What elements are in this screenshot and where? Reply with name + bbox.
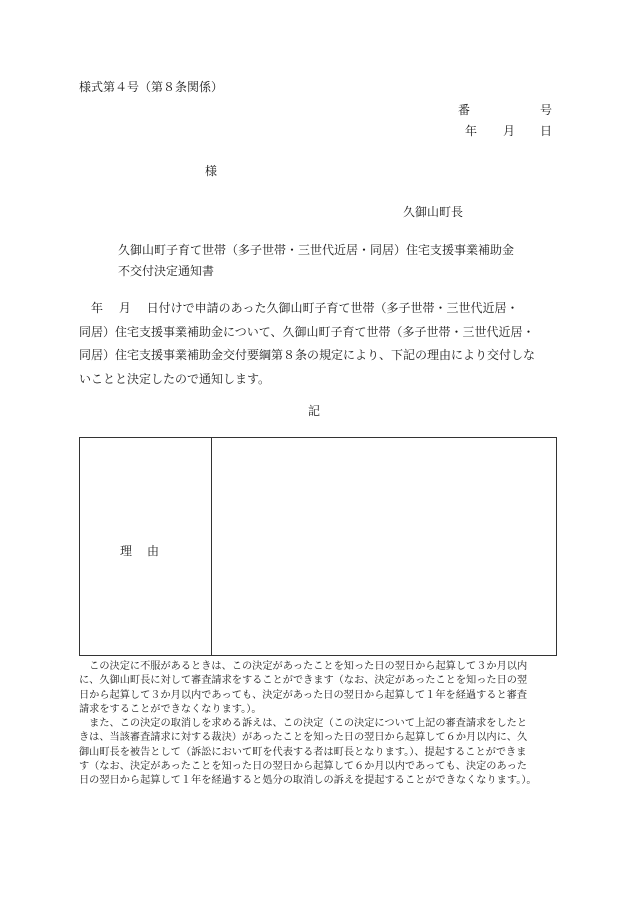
appeal-notice xyxy=(79,660,563,789)
number-label-ban: 番 xyxy=(458,103,471,117)
form-number: 様式第４号（第８条関係） xyxy=(79,80,224,94)
document-title-line-2: 不交付決定通知書 xyxy=(118,264,215,278)
body-line: 同居）住宅支援事業補助金交付要綱第８条の規定により、下記の理由により交付しな xyxy=(79,348,536,362)
date-year: 年 xyxy=(465,124,478,138)
date-day: 日 xyxy=(540,124,553,138)
body-paragraph xyxy=(79,297,557,391)
reason-table xyxy=(79,437,557,656)
reason-content-cell xyxy=(212,438,556,655)
number-label-go: 号 xyxy=(540,103,553,117)
notice-line: に、久御山町長に対して審査請求をすることができます（なお、決定があったことを知った日の翌 xyxy=(79,675,528,687)
body-line: 年 月 日付けで申請のあった久御山町子育て世帯（多子世帯・三世代近居・ xyxy=(79,301,519,315)
body-line: いことと決定したので通知します。 xyxy=(79,371,271,386)
body-line: 同居）住宅支援事業補助金について、久御山町子育て世帯（多子世帯・三世代近居・ xyxy=(79,324,535,339)
notice-line: 請求をすることができなくなります。）。 xyxy=(79,703,262,715)
document-title-line-1: 久御山町子育て世帯（多子世帯・三世代近居・同居）住宅支援事業補助金 xyxy=(118,243,515,257)
date-month: 月 xyxy=(503,124,516,138)
reason-label: 理由 xyxy=(120,544,175,558)
reason-label-cell xyxy=(80,438,212,655)
notice-line: 日から起算して３か月以内であっても、決定があった日の翌日から起算して１年を経過すると審査 xyxy=(79,689,528,701)
ki-heading: 記 xyxy=(308,404,321,418)
notice-line: す（なお、決定があったことを知った日の翌日から起算して６か月以内であっても、決定のあった xyxy=(79,761,527,773)
sender-name: 久御山町長 xyxy=(403,205,464,219)
notice-line: また、この決定の取消しを求める訴えは、この決定（この決定について上記の審査請求をしたと xyxy=(79,718,528,730)
addressee-honorific: 様 xyxy=(205,164,218,178)
notice-line: きは、当該審査請求に対する裁決）があったことを知った日の翌日から起算して６か月以内に、久 xyxy=(79,732,528,744)
notice-line: 御山町長を被告として（訴訟において町を代表する者は町長となります。）、提起することができま xyxy=(79,746,527,758)
notice-line: この決定に不服があるときは、この決定があったことを知った日の翌日から起算して３か月以内 xyxy=(79,661,528,672)
notice-line: 日の翌日から起算して１年を経過すると処分の取消しの訴えを提起することができなくなります。）。 xyxy=(79,775,537,787)
